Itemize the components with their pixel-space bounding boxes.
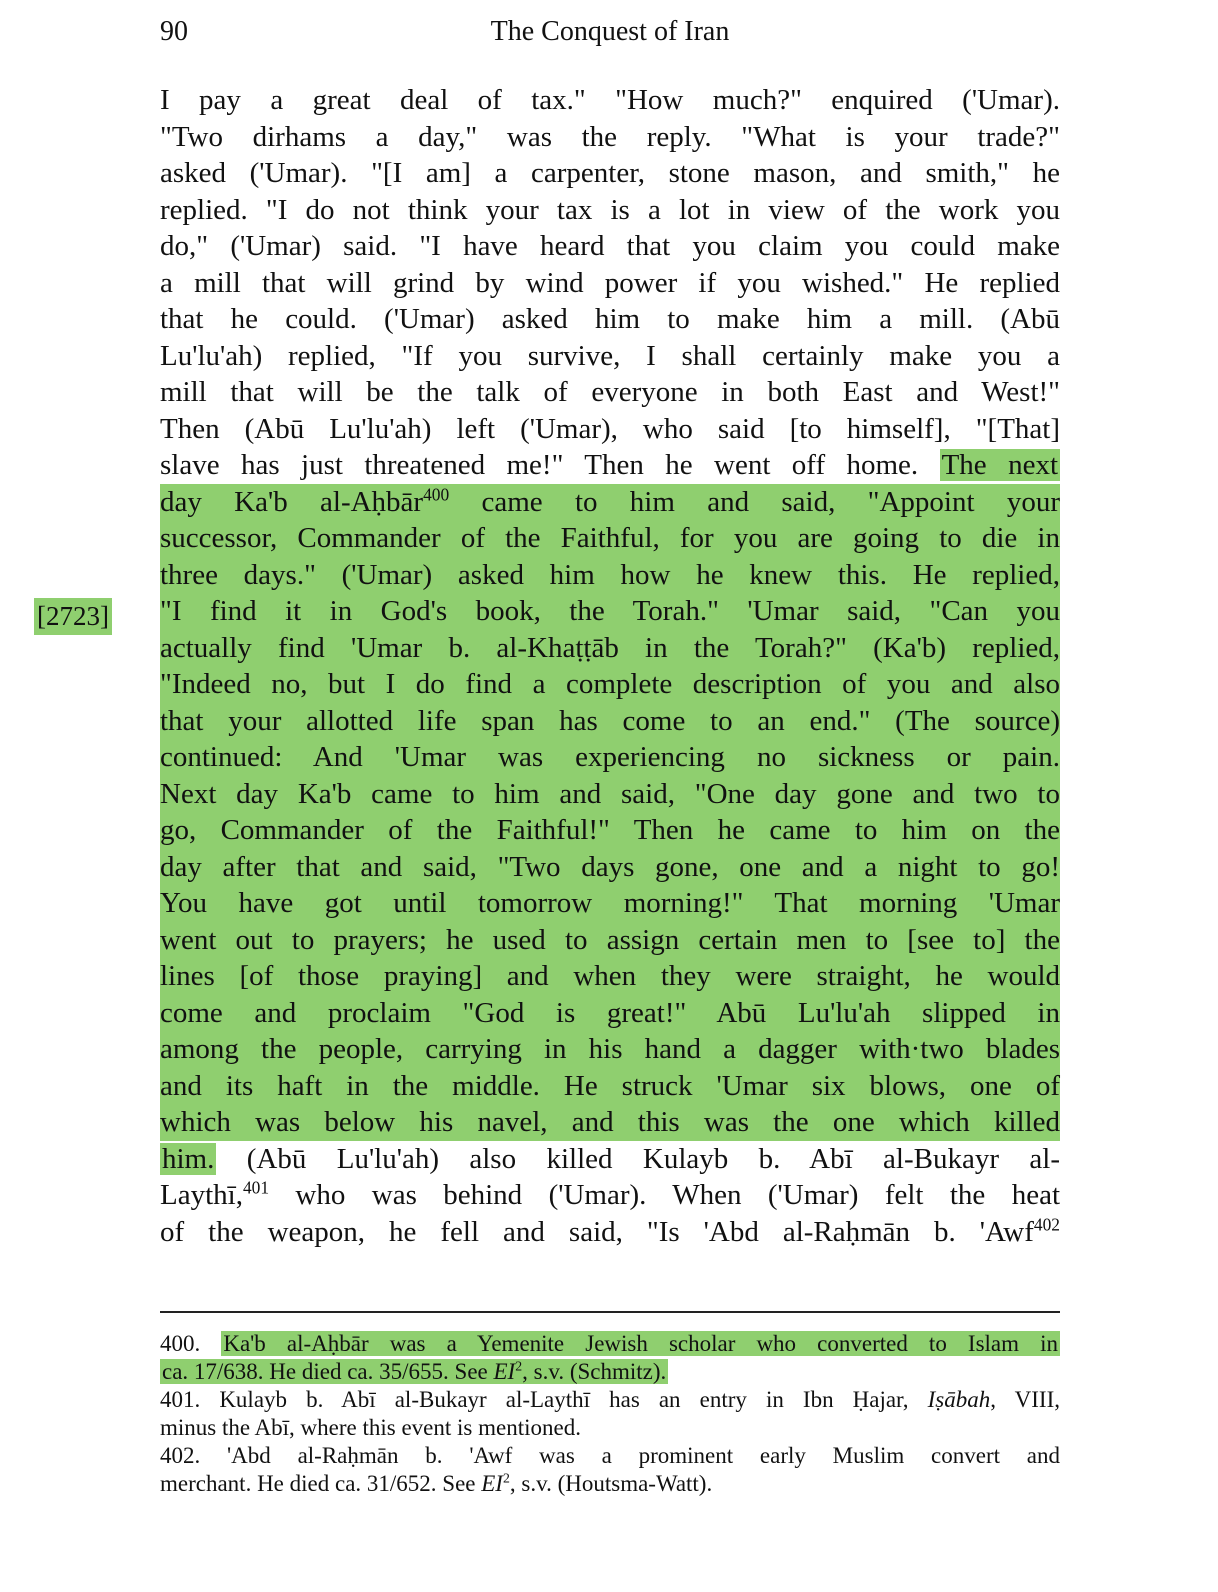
page-number: 90 [160,16,188,47]
footnote-402-cont [160,1470,1060,1498]
footnote-401-cont: minus the Abī, where this event is mentioned. [160,1415,581,1440]
text-line: Lu'lu'ah) replied, "If you survive, I shall certainly make you a [160,339,1060,372]
footnote-ref-401: 401 [242,1177,270,1198]
highlighted-line: actually find 'Umar b. al-Khaṭṭāb in the Torah?" (Ka'b) replied, [160,630,1060,667]
footnote-400-cont [160,1358,1060,1386]
highlighted-line: lines [of those praying] and when they were straight, he would [160,958,1060,995]
text-segment: , VIII, [990,1387,1060,1412]
footnote-ref-402: 402 [1033,1213,1060,1234]
highlighted-line: go, Commander of the Faithful!" Then he came to him on the [160,812,1060,849]
text-line: a mill that will grind by wind power if you wished." He replied [160,266,1060,299]
text-line: asked ('Umar). "[I am] a carpenter, stone mason, and smith," he [160,157,1060,189]
running-head [160,10,1060,54]
text-line: Then (Abū Lu'lu'ah) left ('Umar), who said [to himself], "[That] [160,412,1060,445]
text-line [160,1177,1060,1214]
highlighted-text: The next [941,449,1059,481]
reference-work: Iṣābah [927,1387,991,1412]
highlighted-line: You have got until tomorrow morning!" That morning 'Umar [160,885,1060,922]
text-segment: Laythī, [160,1179,243,1211]
reference-work: EI [481,1471,503,1496]
highlighted-line: among the people, carrying in his hand a dagger with·two blades [160,1031,1060,1068]
highlighted-line: three days." ('Umar) asked him how he knew this. He replied, [160,557,1060,594]
footnote-number: 400. [160,1331,201,1356]
text-segment: of the weapon, he fell and said, "Is 'Abd al-Raḥmān b. 'Awf [160,1215,1034,1248]
text-line: mill that will be the talk of everyone in both East and West!" [160,376,1060,408]
highlighted-text: Ka'b al-Aḥbār was a Yemenite Jewish scholar who converted to Islam in [223,1331,1058,1356]
text-line: replied. "I do not think your tax is a lot in view of the work you [160,193,1060,226]
highlighted-line: Next day Ka'b came to him and said, "One day gone and two to [160,776,1060,813]
footnote-ref-400: 400 [423,483,450,504]
text-line: "Two dirhams a day," was the reply. "What is your trade?" [160,120,1060,153]
text-segment: (Abū Lu'lu'ah) also killed Kulayb b. Abī al-Bukayr al- [216,1142,1060,1175]
highlighted-line: day after that and said, "Two days gone, one and a night to go! [160,849,1060,886]
highlighted-line: "I find it in God's book, the Torah." 'Umar said, "Can you [160,593,1060,630]
text-line [160,1214,1060,1251]
text-line: that he could. ('Umar) asked him to make him a mill. (Abū [160,303,1060,335]
text-segment: 401. Kulayb b. Abī al-Bukayr al-Laythī has an entry in Ibn Ḥajar, [160,1387,928,1412]
text-segment: , s.v. (Schmitz). [522,1359,667,1384]
text-line [160,447,1060,484]
footnote-401 [160,1386,1060,1414]
body-text [160,82,1060,1250]
footnote-400 [160,1330,1060,1358]
superscript: 2 [515,1358,523,1374]
text-line [160,1141,1060,1178]
text-segment: merchant. He died ca. 31/652. See [160,1471,482,1496]
book-title: The Conquest of Iran [490,16,730,47]
footnote-402: 402. 'Abd al-Raḥmān b. 'Awf was a prominent early Muslim convert and [160,1443,1060,1468]
footnote-rule [160,1311,1060,1313]
margin-reference: [2723] [34,598,112,635]
footnotes [160,1330,1060,1498]
text-segment: who was behind ('Umar). When ('Umar) felt the heat [269,1179,1060,1211]
highlighted-text: him. [162,1142,215,1175]
text-segment: day Ka'b al-Aḥbār [160,485,424,518]
text-segment: , s.v. (Houtsma-Watt). [509,1471,713,1496]
text-segment: slave has just threatened me!" Then he went off home. [160,449,919,481]
highlighted-line: continued: And 'Umar was experiencing no sickness or pain. [160,739,1060,776]
text-segment: came to him and said, "Appoint your [449,485,1061,518]
highlighted-line: successor, Commander of the Faithful, for you are going to die in [160,520,1060,557]
highlighted-line: "Indeed no, but I do find a complete description of you and also [160,666,1060,703]
text-line: do," ('Umar) said. "I have heard that you claim you could make [160,230,1060,262]
highlighted-line: went out to prayers; he used to assign certain men to [see to] the [160,922,1060,959]
highlighted-line: come and proclaim "God is great!" Abū Lu'lu'ah slipped in [160,995,1060,1032]
highlighted-line: which was below his navel, and this was the one which killed [160,1104,1060,1141]
superscript: 2 [502,1470,510,1486]
highlighted-line: that your allotted life span has come to an end." (The source) [160,703,1060,740]
text-segment: ca. 17/638. He died ca. 35/655. See [162,1359,494,1384]
highlighted-text [160,1359,668,1384]
highlighted-line [160,484,1060,521]
text-line: I pay a great deal of tax." "How much?" enquired ('Umar). [160,84,1060,116]
reference-work: EI [493,1359,516,1384]
highlighted-line: and its haft in the middle. He struck 'Umar six blows, one of [160,1068,1060,1105]
